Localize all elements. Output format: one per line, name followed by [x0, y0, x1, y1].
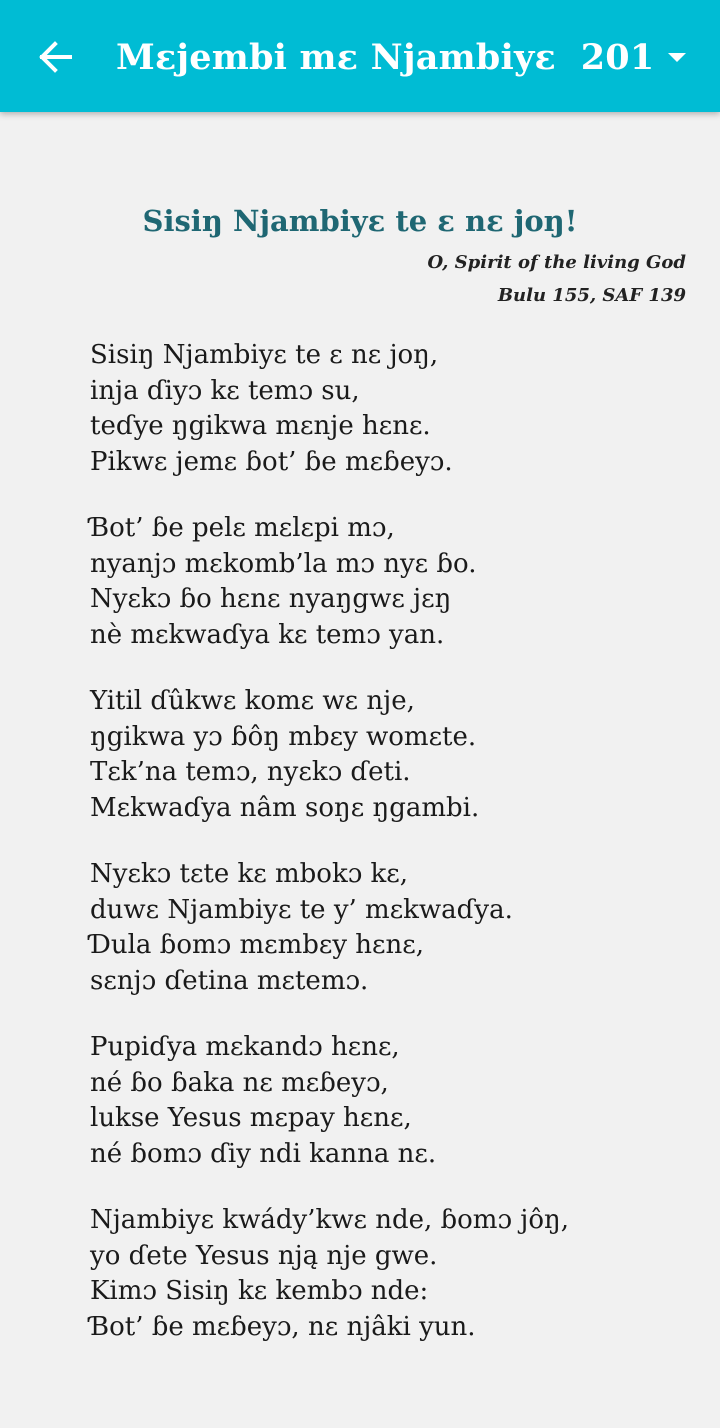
arrow-left-icon	[37, 41, 73, 73]
hymn-selector-dropdown[interactable]	[116, 30, 686, 84]
verse-3	[90, 684, 690, 826]
verse-4	[90, 857, 690, 999]
verse-line: Nyɛkɔ tɛte kɛ mbokɔ kɛ,	[90, 859, 409, 889]
verse-line: lukse Yesus mɛpay hɛnɛ,	[90, 1103, 412, 1133]
verse-line: Mɛkwaɗya nâm soŋɛ ŋgambi.	[90, 792, 480, 823]
caret-down-icon	[668, 53, 686, 62]
verses-container	[90, 338, 690, 1376]
verse-line: teɗye ŋgikwa mɛnje hɛnɛ.	[90, 411, 431, 441]
verse-line: Njambiyɛ kwády’kwɛ nde, ɓomɔ jôŋ,	[90, 1205, 570, 1235]
hymn-title: Sisiŋ Njambiyɛ te ɛ nɛ joŋ!	[142, 204, 578, 238]
verse-line: Ɓot’ ɓe mɛɓeyɔ, nɛ njâki yun.	[90, 1311, 476, 1342]
app-bar-title: Mɛjembi mɛ Njambiyɛ 201	[116, 36, 655, 78]
verse-line: Pikwɛ jemɛ ɓot’ ɓe mɛɓeyɔ.	[90, 446, 453, 477]
verse-line: ŋgikwa yɔ ɓôŋ mbɛy womɛte.	[90, 721, 477, 752]
verse-line: sɛnjɔ ɗetina mɛtemɔ.	[90, 965, 369, 996]
verse-line: nè mɛkwaɗya kɛ temɔ yan.	[90, 619, 445, 650]
verse-line: yo ɗete Yesus nją nje gwe.	[90, 1240, 438, 1271]
english-title: O, Spirit of the living God	[427, 252, 686, 273]
verse-5	[90, 1030, 690, 1172]
verse-line: duwɛ Njambiyɛ te y’ mɛkwaɗya.	[90, 894, 513, 925]
verse-line: Kimɔ Sisiŋ kɛ kembɔ nde:	[90, 1276, 429, 1306]
app-bar	[0, 0, 720, 112]
verse-2	[90, 511, 690, 653]
verse-line: né ɓomɔ ɗiy ndi kanna nɛ.	[90, 1138, 437, 1169]
verse-line: Tɛk’na temɔ, nyɛkɔ ɗeti.	[90, 757, 411, 787]
verse-line: Sisiŋ Njambiyɛ te ɛ nɛ joŋ,	[90, 340, 439, 370]
verse-1	[90, 338, 690, 480]
verse-line: inja ɗiyɔ kɛ temɔ su,	[90, 375, 360, 406]
verse-line: Ɗula ɓomɔ mɛmbɛy hɛnɛ,	[90, 930, 424, 960]
verse-line: Pupiɗya mɛkandɔ hɛnɛ,	[90, 1032, 400, 1062]
verse-line: Nyɛkɔ ɓo hɛnɛ nyaŋgwɛ jɛŋ	[90, 584, 452, 614]
verse-line: né ɓo ɓaka nɛ mɛɓeyɔ,	[90, 1067, 389, 1098]
verse-line: Yitil ɗûkwɛ komɛ wɛ nje,	[90, 686, 415, 716]
verse-line: Ɓot’ ɓe pelɛ mɛlɛpi mɔ,	[90, 513, 395, 543]
verse-line: nyanjɔ mɛkomb’la mɔ nyɛ ɓo.	[90, 548, 477, 579]
back-button[interactable]	[30, 36, 80, 78]
hymn-reference: Bulu 155, SAF 139	[497, 285, 686, 306]
verse-6	[90, 1203, 690, 1345]
